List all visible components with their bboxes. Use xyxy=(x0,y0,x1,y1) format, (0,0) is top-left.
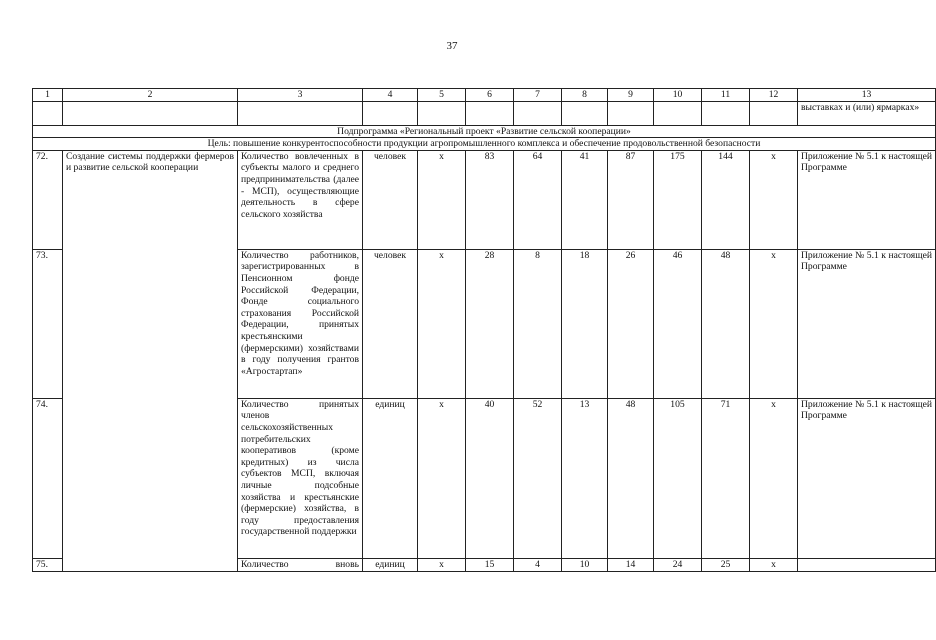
page-number: 37 xyxy=(446,40,458,52)
value-cell: 14 xyxy=(608,558,654,571)
indicator-name: Количество вовлеченных в субъекты малого и среднего предпринимательства (далее - МСП), осуществляющие деятельность в сфере сельского хозяйства xyxy=(238,150,363,249)
value-cell: 175 xyxy=(654,150,702,249)
continuation-row xyxy=(33,101,936,125)
header-cell: 7 xyxy=(514,89,562,102)
value-cell: 48 xyxy=(608,398,654,558)
header-cell: 1 xyxy=(33,89,63,102)
value-cell: 87 xyxy=(608,150,654,249)
value-cell: 144 xyxy=(702,150,750,249)
value-cell: 28 xyxy=(466,249,514,398)
value-cell: х xyxy=(418,398,466,558)
unit: человек xyxy=(363,249,418,398)
value-cell: х xyxy=(750,249,798,398)
header-cell: 3 xyxy=(238,89,363,102)
value-cell: 25 xyxy=(702,558,750,571)
row-number: 75. xyxy=(33,558,63,571)
value-cell: 46 xyxy=(654,249,702,398)
value-cell: 41 xyxy=(562,150,608,249)
source-ref: Приложение № 5.1 к настоящей Программе xyxy=(798,150,936,249)
unit: единиц xyxy=(363,398,418,558)
value-cell: 13 xyxy=(562,398,608,558)
row-number: 74. xyxy=(33,398,63,558)
header-cell: 13 xyxy=(798,89,936,102)
value-cell: 40 xyxy=(466,398,514,558)
indicator-name: Количество работников, зарегистрированных в Пенсионном фонде Российской Федерации, Фонде социального страхования Российской Федерации, принятых крестьянскими (фермерскими) хозяйствами в году получения грантов «Агростартап» xyxy=(238,249,363,398)
row-number: 73. xyxy=(33,249,63,398)
table-row xyxy=(33,150,936,249)
continuation-text: выставках и (или) ярмарках» xyxy=(798,101,936,125)
value-cell: 24 xyxy=(654,558,702,571)
value-cell: 52 xyxy=(514,398,562,558)
indicator-name: Количество вновь xyxy=(238,558,363,571)
header-cell: 5 xyxy=(418,89,466,102)
value-cell: х xyxy=(418,249,466,398)
header-cell: 2 xyxy=(63,89,238,102)
goal-text: Цель: повышение конкурентоспособности продукции агропромышленного комплекса и обеспечение продовольственной безопасности xyxy=(33,138,936,151)
subprogram-title: Подпрограмма «Региональный проект «Развитие сельской кооперации» xyxy=(33,125,936,138)
unit: человек xyxy=(363,150,418,249)
value-cell: х xyxy=(418,558,466,571)
measure-name: Создание системы поддержки фермеров и развитие сельской кооперации xyxy=(63,150,238,571)
source-ref: Приложение № 5.1 к настоящей Программе xyxy=(798,249,936,398)
value-cell: 18 xyxy=(562,249,608,398)
value-cell: 105 xyxy=(654,398,702,558)
value-cell: 8 xyxy=(514,249,562,398)
value-cell: 26 xyxy=(608,249,654,398)
value-cell: 83 xyxy=(466,150,514,249)
indicator-name: Количество принятых членов сельскохозяйственных потребительских кооперативов (кроме кредитных) из числа субъектов МСП, включая личные подсобные хозяйства и крестьянские (фермерские) хозяйства, в году предоставления государственной поддержки xyxy=(238,398,363,558)
value-cell: 64 xyxy=(514,150,562,249)
header-cell: 12 xyxy=(750,89,798,102)
value-cell: 10 xyxy=(562,558,608,571)
source-ref: Приложение № 5.1 к настоящей Программе xyxy=(798,398,936,558)
header-cell: 9 xyxy=(608,89,654,102)
header-cell: 8 xyxy=(562,89,608,102)
row-number: 72. xyxy=(33,150,63,249)
value-cell: 48 xyxy=(702,249,750,398)
value-cell: х xyxy=(750,150,798,249)
value-cell: 4 xyxy=(514,558,562,571)
header-cell: 10 xyxy=(654,89,702,102)
value-cell: 15 xyxy=(466,558,514,571)
header-cell: 11 xyxy=(702,89,750,102)
value-cell: х xyxy=(418,150,466,249)
source-ref xyxy=(798,558,936,571)
program-indicators-table xyxy=(32,88,936,572)
header-cell: 4 xyxy=(363,89,418,102)
unit: единиц xyxy=(363,558,418,571)
subprogram-row xyxy=(33,125,936,138)
value-cell: х xyxy=(750,558,798,571)
value-cell: х xyxy=(750,398,798,558)
goal-row xyxy=(33,138,936,151)
value-cell: 71 xyxy=(702,398,750,558)
header-cell: 6 xyxy=(466,89,514,102)
column-number-row xyxy=(33,89,936,102)
